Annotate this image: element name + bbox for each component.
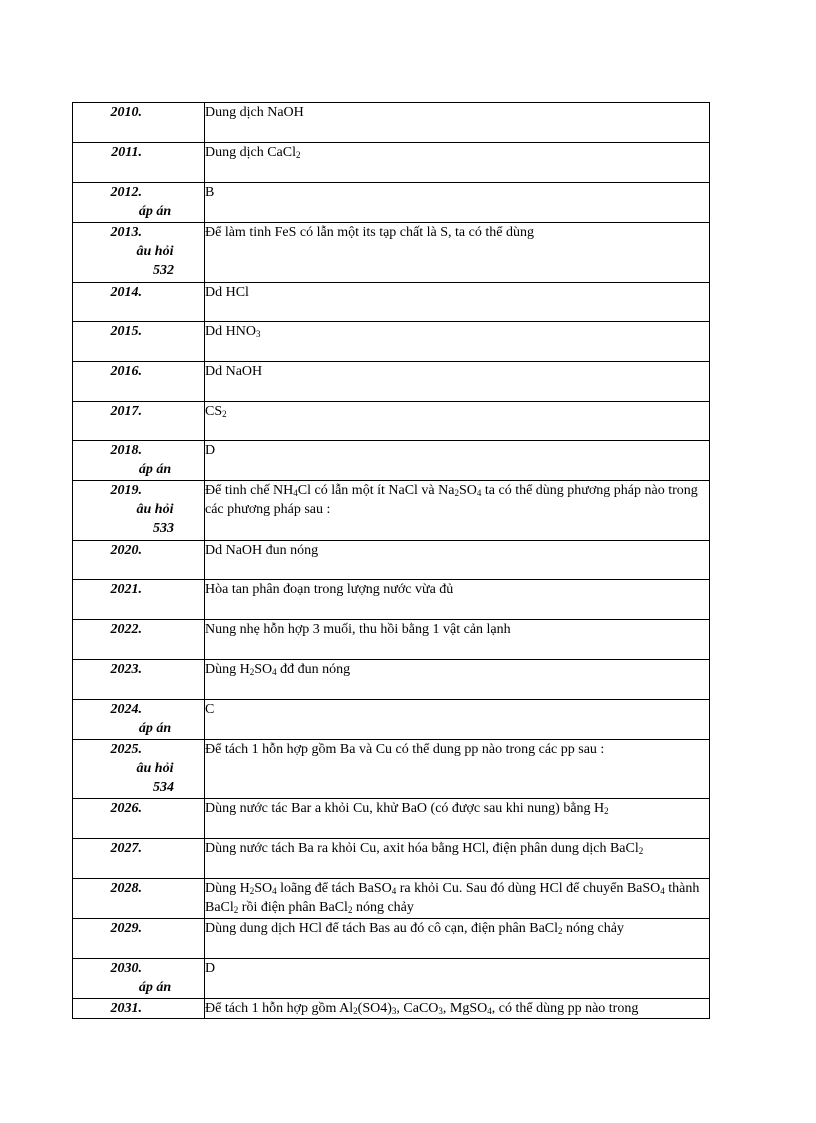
item-number-cell xyxy=(73,959,205,999)
item-number: 2029. xyxy=(110,921,142,936)
item-number-cell xyxy=(73,879,205,919)
item-text: Để tách 1 hỗn hợp gồm Ba và Cu có thể dung pp nào trong các pp sau : xyxy=(205,742,605,757)
item-number: 2023. xyxy=(110,662,142,677)
item-text: Dd NaOH đun nóng xyxy=(205,543,319,558)
item-text-cell xyxy=(205,919,710,959)
item-text-cell xyxy=(205,183,710,223)
item-number: 2015. xyxy=(110,324,142,339)
item-text-cell xyxy=(205,223,710,283)
item-text: D xyxy=(205,961,216,976)
table-row xyxy=(73,402,710,441)
item-text: Dung dịch NaOH xyxy=(205,105,304,120)
subscript: 2 xyxy=(347,905,353,915)
item-text-cell xyxy=(205,999,710,1019)
item-number: 2026. xyxy=(110,801,142,816)
table-row xyxy=(73,660,710,700)
item-text: Dd HCl xyxy=(205,285,249,300)
subscript: 2 xyxy=(222,409,227,419)
table-row xyxy=(73,740,710,799)
item-text-cell xyxy=(205,839,710,879)
table-row xyxy=(73,700,710,740)
item-number: 2024. xyxy=(110,702,142,717)
item-number: 2011. xyxy=(111,145,142,160)
item-text: nóng chảy xyxy=(562,921,624,936)
document-table xyxy=(72,102,710,1019)
table-row xyxy=(73,143,710,183)
item-text-cell xyxy=(205,580,710,620)
item-text-cell xyxy=(205,799,710,839)
item-number-cell xyxy=(73,799,205,839)
item-number-cell xyxy=(73,402,205,441)
item-number: 2028. xyxy=(110,881,142,896)
subscript: 3 xyxy=(391,1006,397,1016)
item-number-cell xyxy=(73,660,205,700)
item-text: CS xyxy=(205,404,223,419)
item-text: Cl có lẫn một ít NaCl và Na xyxy=(297,483,455,498)
item-number: 2021. xyxy=(110,582,142,597)
table-row xyxy=(73,441,710,481)
item-text: C xyxy=(205,702,215,717)
item-number-cell xyxy=(73,441,205,481)
item-text: Để tinh chế NH xyxy=(205,483,294,498)
item-text-cell xyxy=(205,740,710,799)
item-number: 2010. xyxy=(110,105,142,120)
subscript: 4 xyxy=(660,886,665,896)
item-text-cell xyxy=(205,143,710,183)
item-text: , có thể dùng pp nào trong xyxy=(491,1001,639,1016)
item-number-cell xyxy=(73,740,205,799)
table-row xyxy=(73,999,710,1019)
subscript: 2 xyxy=(604,806,609,816)
subscript: 2 xyxy=(249,667,255,677)
item-text: SO xyxy=(458,483,477,498)
item-text: Dùng H xyxy=(205,881,250,896)
subscript: 2 xyxy=(233,905,239,915)
table-row xyxy=(73,541,710,580)
table-row xyxy=(73,799,710,839)
table-row xyxy=(73,481,710,541)
item-number: 2013. xyxy=(110,225,142,240)
item-text-cell xyxy=(205,959,710,999)
item-text: Dung dịch CaCl xyxy=(205,145,296,160)
item-number-cell xyxy=(73,541,205,580)
item-text: ra khỏi Cu. Sau đó dùng HCl để chuyển BaSO xyxy=(396,881,661,896)
table-row xyxy=(73,620,710,660)
subscript: 2 xyxy=(638,846,644,856)
table-row xyxy=(73,580,710,620)
item-text-cell xyxy=(205,441,710,481)
item-number-cell xyxy=(73,999,205,1019)
question-label: âu hỏi xyxy=(136,761,174,776)
question-label: âu hỏi xyxy=(136,244,174,259)
subscript: 4 xyxy=(391,886,397,896)
subscript: 2 xyxy=(353,1006,358,1016)
item-number-cell xyxy=(73,919,205,959)
item-text: nóng chảy xyxy=(352,900,414,915)
item-text: , MgSO xyxy=(442,1001,488,1016)
item-number-cell xyxy=(73,143,205,183)
item-number: 2016. xyxy=(110,364,142,379)
question-code: 532 xyxy=(153,263,174,278)
item-number: 2014. xyxy=(110,285,142,300)
item-text: Dùng dung dịch HCl để tách Bas au đó cô cạn, điện phân BaCl xyxy=(205,921,559,936)
table-row xyxy=(73,879,710,919)
item-number-cell xyxy=(73,580,205,620)
item-text: Dd NaOH xyxy=(205,364,263,379)
table-row xyxy=(73,839,710,879)
subscript: 3 xyxy=(255,329,261,339)
item-number-cell xyxy=(73,283,205,322)
item-number: 2027. xyxy=(110,841,142,856)
subscript: 2 xyxy=(558,926,563,936)
table-row xyxy=(73,362,710,402)
question-code: 533 xyxy=(153,521,174,536)
item-text: Dd HNO xyxy=(205,324,256,339)
item-number: 2031. xyxy=(110,1001,142,1016)
subscript: 2 xyxy=(249,886,255,896)
answer-label: áp án xyxy=(138,980,172,995)
item-text-cell xyxy=(205,402,710,441)
item-text: rồi điện phân BaCl xyxy=(238,900,348,915)
answer-label: áp án xyxy=(138,462,172,477)
item-text-cell xyxy=(205,879,710,919)
subscript: 2 xyxy=(296,150,301,160)
subscript: 3 xyxy=(438,1006,443,1016)
table-row xyxy=(73,283,710,322)
item-text-cell xyxy=(205,620,710,660)
item-number: 2030. xyxy=(110,961,142,976)
item-text: SO xyxy=(254,881,273,896)
item-text-cell xyxy=(205,103,710,143)
item-number-cell xyxy=(73,223,205,283)
item-text-cell xyxy=(205,283,710,322)
table-row xyxy=(73,183,710,223)
item-text: Để tách 1 hỗn hợp gồm Al xyxy=(205,1001,354,1016)
item-number-cell xyxy=(73,103,205,143)
item-number: 2025. xyxy=(110,742,142,757)
item-text-cell xyxy=(205,481,710,541)
subscript: 4 xyxy=(293,488,298,498)
subscript: 4 xyxy=(272,886,277,896)
item-text-cell xyxy=(205,700,710,740)
answer-label: áp án xyxy=(138,721,172,736)
item-text-cell xyxy=(205,660,710,700)
item-text: Hòa tan phân đoạn trong lượng nước vừa đủ xyxy=(205,582,454,597)
item-number: 2020. xyxy=(110,543,142,558)
table-row xyxy=(73,223,710,283)
item-text: loãng để tách BaSO xyxy=(276,881,392,896)
item-text: Dùng nước tách Ba ra khỏi Cu, axit hóa bằng HCl, điện phân dung dịch BaCl xyxy=(205,841,639,856)
item-number-cell xyxy=(73,183,205,223)
item-number: 2022. xyxy=(110,622,142,637)
item-text: SO xyxy=(254,662,273,677)
item-text-cell xyxy=(205,541,710,580)
question-label: âu hỏi xyxy=(136,502,174,517)
subscript: 4 xyxy=(476,488,482,498)
subscript: 4 xyxy=(272,667,277,677)
item-text-cell xyxy=(205,362,710,402)
item-text: thành BaCl xyxy=(205,881,700,915)
table-row xyxy=(73,959,710,999)
item-number-cell xyxy=(73,839,205,879)
table-row xyxy=(73,919,710,959)
item-number: 2018. xyxy=(110,443,142,458)
subscript: 2 xyxy=(454,488,459,498)
item-text-cell xyxy=(205,322,710,362)
item-text: Dùng H xyxy=(205,662,250,677)
table-row xyxy=(73,322,710,362)
item-text: đđ đun nóng xyxy=(276,662,351,677)
item-number-cell xyxy=(73,362,205,402)
subscript: 4 xyxy=(487,1006,492,1016)
item-text: (SO4) xyxy=(357,1001,392,1016)
item-text: Để làm tinh FeS có lẫn một its tạp chất là S, ta có thể dùng xyxy=(205,225,534,240)
item-number-cell xyxy=(73,620,205,660)
item-text: ta có thể dùng phương pháp nào trong các phương pháp sau : xyxy=(205,483,698,517)
item-number-cell xyxy=(73,322,205,362)
item-text: B xyxy=(205,185,215,200)
question-code: 534 xyxy=(153,780,174,795)
item-number-cell xyxy=(73,700,205,740)
item-number-cell xyxy=(73,481,205,541)
item-number: 2017. xyxy=(110,404,142,419)
item-number: 2019. xyxy=(110,483,142,498)
item-number: 2012. xyxy=(110,185,142,200)
answer-label: áp án xyxy=(138,204,172,219)
table-row xyxy=(73,103,710,143)
item-text: Nung nhẹ hỗn hợp 3 muối, thu hồi bằng 1 vật cản lạnh xyxy=(205,622,511,637)
item-text: , CaCO xyxy=(396,1001,439,1016)
item-text: D xyxy=(205,443,216,458)
item-text: Dùng nước tác Bar a khỏi Cu, khử BaO (có được sau khi nung) bằng H xyxy=(205,801,605,816)
